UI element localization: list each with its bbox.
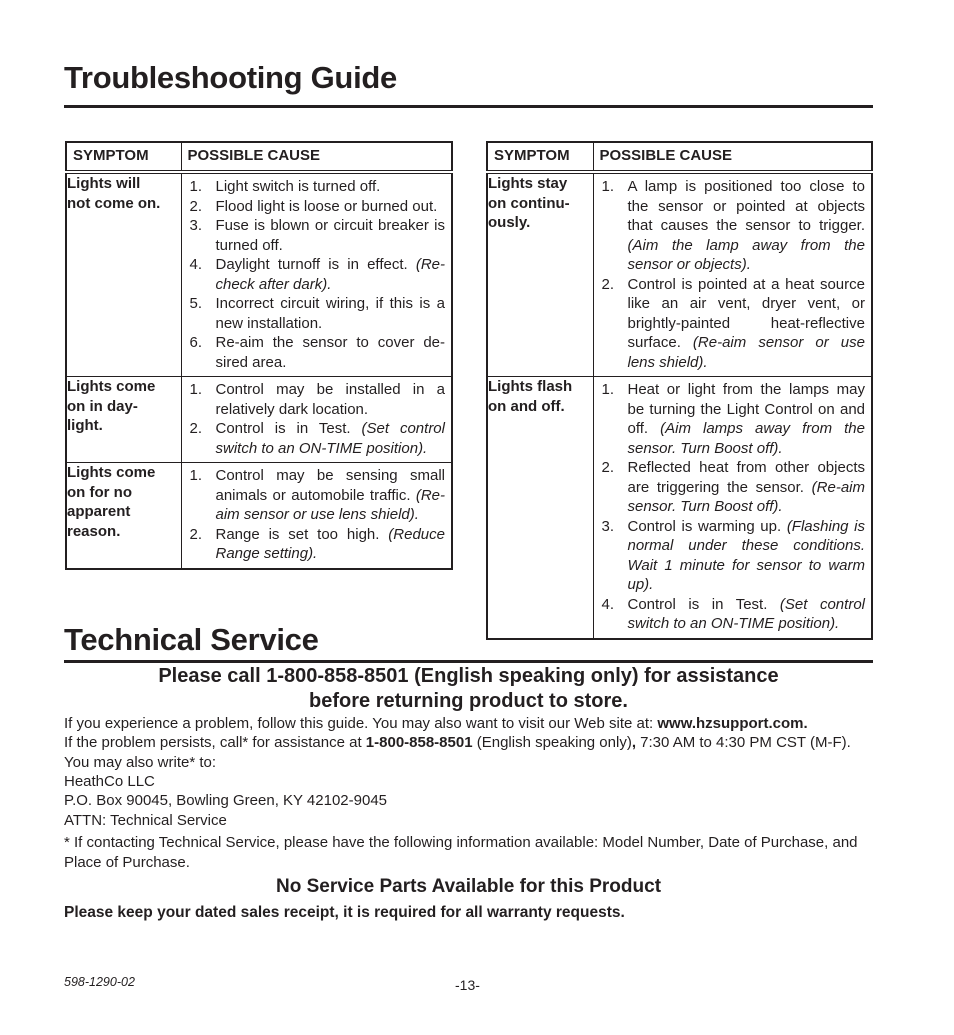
cause-description: Control may be sensing small animals or automobile traffic. xyxy=(215,467,445,504)
symptom-cell xyxy=(66,377,181,463)
symptom-row xyxy=(66,172,452,377)
cause-text xyxy=(216,466,446,525)
cause-cell xyxy=(181,377,452,463)
cause-text xyxy=(628,380,866,458)
phone-number: 1-800-858-8501 xyxy=(365,734,473,751)
cause-list xyxy=(182,377,452,462)
cause-description: Re-aim the sensor to cover de-sired area. xyxy=(215,334,445,371)
cause-item xyxy=(188,177,446,197)
cause-item xyxy=(188,380,446,419)
cause-text xyxy=(216,216,446,255)
symptom-cell xyxy=(66,463,181,569)
symptom-text: Lights come xyxy=(67,378,156,395)
cause-text xyxy=(628,275,866,373)
cause-cell xyxy=(593,377,872,639)
cause-text xyxy=(628,177,866,275)
cause-cell xyxy=(181,463,452,569)
column-header-symptom: SYMPTOM xyxy=(66,142,181,172)
page-title: Troubleshooting Guide xyxy=(64,60,397,95)
cause-number: 2. xyxy=(189,525,203,543)
cause-item xyxy=(188,333,446,372)
cause-item xyxy=(188,197,446,217)
cause-description: Incorrect circuit wiring, if this is a new installation. xyxy=(215,295,445,332)
cause-remedy: (Reduce Range setting). xyxy=(215,525,445,562)
symptom-row xyxy=(487,172,872,377)
cause-text xyxy=(216,177,446,197)
cause-text xyxy=(216,333,446,372)
cause-remedy: (Set control switch to an ON-TIME position). xyxy=(215,420,445,457)
cause-remedy: (Re-check after dark). xyxy=(215,256,445,293)
column-header-possible-cause: POSSIBLE CAUSE xyxy=(593,142,872,172)
paragraph-website: If you experience a problem, follow this guide. You may also want to visit our Web site at: www.hzsupport.com. xyxy=(64,715,808,732)
cause-description: A lamp is positioned too close to the sensor or pointed at objects that causes the sensor to trigger. xyxy=(627,178,865,234)
cause-remedy: (Re-aim sensor. Turn Boost off). xyxy=(627,478,865,515)
address-company: HeathCo LLC xyxy=(64,773,155,790)
column-header-possible-cause: POSSIBLE CAUSE xyxy=(181,142,452,172)
cause-number: 2. xyxy=(601,275,615,293)
symptom-text: not come on. xyxy=(67,194,161,212)
symptom-text: Lights stay xyxy=(488,175,568,192)
cause-list xyxy=(594,377,872,638)
symptom-row xyxy=(66,377,452,463)
symptom-row xyxy=(66,463,452,569)
cause-text xyxy=(216,380,446,419)
symptom-cell xyxy=(66,172,181,377)
cause-description: Control may be installed in a relatively dark location. xyxy=(215,381,445,418)
troubleshooting-table-left xyxy=(65,141,453,570)
page-number: -13- xyxy=(455,977,480,993)
cause-description: Flood light is loose or burned out. xyxy=(215,197,438,215)
cause-description: Reflected heat from other objects are triggering the sensor. xyxy=(627,459,865,496)
symptom-text: on and off. xyxy=(488,397,565,415)
section-rule xyxy=(64,660,873,663)
cause-list xyxy=(594,174,872,376)
cause-item xyxy=(188,419,446,458)
address-po-box: P.O. Box 90045, Bowling Green, KY 42102-9045 xyxy=(64,792,388,809)
cause-item xyxy=(188,466,446,525)
cause-remedy: (Set control switch to an ON-TIME position). xyxy=(627,595,865,632)
cause-remedy: (Aim lamps away from the sensor. Turn Boost off). xyxy=(627,420,865,457)
website-link[interactable]: www.hzsupport.com. xyxy=(657,715,808,732)
cause-number: 3. xyxy=(189,217,203,234)
cause-text xyxy=(216,255,446,294)
column-header-symptom: SYMPTOM xyxy=(487,142,593,172)
cause-remedy: (Re-aim sensor or use lens shield). xyxy=(627,334,865,371)
no-service-parts-heading: No Service Parts Available for this Product xyxy=(275,876,662,897)
symptom-cell xyxy=(487,377,593,639)
cause-number: 1. xyxy=(601,381,615,398)
cause-item xyxy=(600,458,866,517)
cause-item xyxy=(600,275,866,373)
cause-item xyxy=(600,517,866,595)
cause-item xyxy=(600,595,866,634)
cause-item xyxy=(600,380,866,458)
cause-description: Light switch is turned off. xyxy=(215,178,381,195)
call-line-2: before returning product to store. xyxy=(309,690,628,712)
cause-number: 2. xyxy=(189,420,203,437)
receipt-notice: Please keep your dated sales receipt, it is required for all warranty requests. xyxy=(64,904,625,921)
symptom-text: on in day- xyxy=(67,397,138,415)
title-rule xyxy=(64,105,873,108)
cause-description: Fuse is blown or circuit breaker is turned off. xyxy=(215,217,445,254)
cause-number: 1. xyxy=(601,178,615,195)
cause-text xyxy=(216,525,446,564)
cause-number: 1. xyxy=(189,467,203,484)
cause-cell xyxy=(181,172,452,377)
cause-item xyxy=(188,255,446,294)
symptom-text: reason. xyxy=(67,522,121,540)
cause-text xyxy=(216,294,446,333)
cause-text xyxy=(628,517,866,595)
cause-description: Daylight turnoff is in effect. xyxy=(215,256,416,273)
symptom-cell xyxy=(487,172,593,377)
cause-description: Control is in Test. xyxy=(215,420,362,437)
cause-list xyxy=(182,463,452,568)
document-number: 598-1290-02 xyxy=(64,975,135,989)
symptom-text: light. xyxy=(67,417,103,434)
cause-number: 1. xyxy=(189,381,203,398)
symptom-text: Lights come xyxy=(67,464,156,481)
cause-number: 4. xyxy=(189,256,203,273)
cause-description: Control is pointed at a heat source like an air vent, dryer vent, or brightly-painted heat-reflective surface. xyxy=(627,275,865,351)
cause-item xyxy=(188,525,446,564)
cause-number: 2. xyxy=(601,459,615,476)
cause-number: 1. xyxy=(189,178,203,195)
paragraph-phone: If the problem persists, call* for assistance at 1-800-858-8501 (English speaking only), 7:30 AM to 4:30 PM CST (M-F). You may also write* to: xyxy=(64,734,851,771)
cause-remedy: (Flashing is normal under these conditions. Wait 1 minute for sensor to warm up). xyxy=(627,517,865,593)
cause-description: Control is warming up. xyxy=(627,517,787,535)
contact-info-note: * If contacting Technical Service, please have the following information available: Model Number, Date of Purchase, and Place of Purchase. xyxy=(64,834,858,871)
symptom-text: Lights flash xyxy=(488,378,573,395)
cause-text xyxy=(628,458,866,517)
cause-item xyxy=(188,294,446,333)
cause-text xyxy=(216,419,446,458)
address-attn: ATTN: Technical Service xyxy=(64,812,227,829)
cause-number: 5. xyxy=(189,295,203,312)
cause-number: 3. xyxy=(601,517,615,535)
cause-number: 6. xyxy=(189,334,203,351)
cause-description: Heat or light from the lamps may be turning the Light Control on and off. xyxy=(627,381,865,437)
cause-item xyxy=(188,216,446,255)
cause-text xyxy=(628,595,866,634)
symptom-text: on for no xyxy=(67,483,132,501)
cause-cell xyxy=(593,172,872,377)
cause-list xyxy=(182,174,452,376)
cause-description: Control is in Test. xyxy=(627,595,780,613)
cause-number: 2. xyxy=(189,197,203,215)
cause-remedy: (Aim the lamp away from the sensor or objects). xyxy=(627,236,865,273)
symptom-text: ously. xyxy=(488,214,531,231)
symptom-text: apparent xyxy=(67,503,131,520)
cause-item xyxy=(600,177,866,275)
section-title-technical-service: Technical Service xyxy=(64,622,319,657)
troubleshooting-table-right xyxy=(486,141,873,640)
cause-description: Range is set too high. xyxy=(215,525,389,543)
cause-remedy: (Re-aim sensor or use lens shield). xyxy=(215,486,445,523)
symptom-text: on continu- xyxy=(488,194,570,212)
call-line-1: Please call 1-800-858-8501 (English speaking only) for assistance xyxy=(158,665,779,687)
cause-text xyxy=(216,197,446,217)
symptom-row xyxy=(487,377,872,639)
symptom-text: Lights will xyxy=(67,175,141,192)
cause-number: 4. xyxy=(601,595,615,613)
